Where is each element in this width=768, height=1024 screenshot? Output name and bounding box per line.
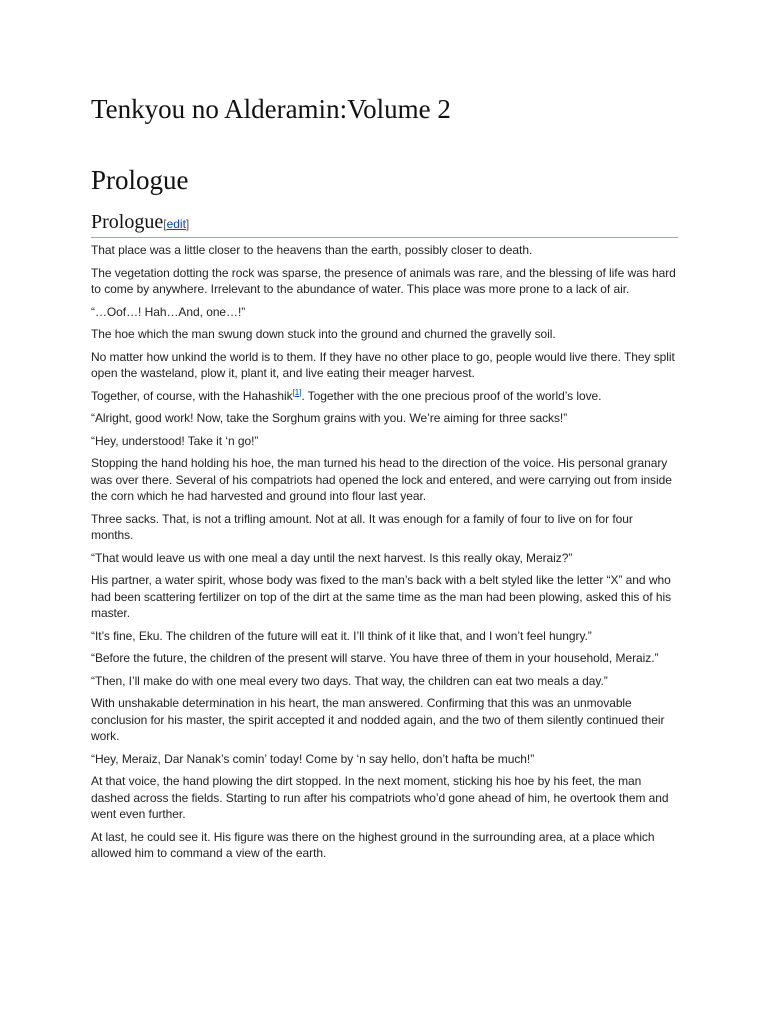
section-heading	[91, 210, 678, 238]
paragraph: “That would leave us with one meal a day until the next harvest. Is this really okay, Meraiz?”	[91, 550, 573, 565]
paragraph-with-footnote	[91, 388, 678, 405]
paragraph-text: . Together with the one precious proof of the world’s love.	[301, 388, 602, 403]
paragraph: No matter how unkind the world is to them. If they have no other place to go, people would live there. They split open the wasteland, plow it, plant it, and live eating their meager harvest.	[91, 349, 675, 380]
paragraph-text: Together, of course, with the Hahashik	[91, 388, 293, 403]
edit-section-wrapper	[163, 217, 189, 231]
paragraph: His partner, a water spirit, whose body was fixed to the man’s back with a belt styled like the letter “X” and who had been scattering fertilizer on top of the dirt at the same time as the man had been plowing, asked this of his master.	[91, 573, 672, 620]
edit-section-link[interactable]: edit	[166, 217, 186, 231]
paragraph: “Hey, Meraiz, Dar Nanak’s comin’ today! Come by ‘n say hello, don’t hafta be much!”	[91, 751, 535, 766]
paragraph: Stopping the hand holding his hoe, the man turned his head to the direction of the voice. His personal granary was over there. Several of his compatriots had opened the lock and entered, and were carrying out from inside the corn which he had harvested and ground into flour last year.	[91, 456, 672, 503]
paragraph: “Alright, good work! Now, take the Sorghum grains with you. We’re aiming for three sacks!”	[91, 411, 568, 425]
paragraph: That place was a little closer to the heavens than the earth, possibly closer to death.	[91, 243, 533, 257]
footnote-reference-link[interactable]: [1]	[292, 387, 302, 397]
paragraph: At that voice, the hand plowing the dirt stopped. In the next moment, sticking his hoe by his feet, the man dashed across the fields. Starting to run after his compatriots who’d gone ahead of him, he overtook them and went even further.	[91, 774, 669, 821]
document-title: Tenkyou no Alderamin:Volume 2	[91, 94, 451, 124]
paragraph: The hoe which the man swung down stuck into the ground and churned the gravelly soil.	[91, 327, 556, 341]
paragraph: Three sacks. That, is not a trifling amount. Not at all. It was enough for a family of four to live on for four months.	[91, 511, 633, 542]
paragraph: “Hey, understood! Take it ‘n go!”	[91, 433, 259, 448]
paragraph: “It’s fine, Eku. The children of the future will eat it. I’ll think of it like that, and I won’t feel hungry.”	[91, 628, 592, 643]
paragraph: At last, he could see it. His figure was there on the highest ground in the surrounding area, at a place which allowed him to command a view of the earth.	[91, 829, 655, 860]
edit-bracket-open: [	[163, 217, 167, 231]
paragraph: “…Oof…! Hah…And, one…!”	[91, 304, 246, 319]
article-body	[91, 242, 678, 868]
section-heading-label: Prologue	[91, 211, 164, 233]
edit-bracket-close: ]	[185, 217, 190, 231]
chapter-title: Prologue	[91, 165, 189, 195]
paragraph: The vegetation dotting the rock was sparse, the presence of animals was rare, and the blessing of life was hard to come by anywhere. Irrelevant to the abundance of water. This place was more prone to a lack of air.	[91, 265, 676, 296]
paragraph: “Before the future, the children of the present will starve. You have three of them in your household, Meraiz.”	[91, 651, 659, 665]
paragraph: “Then, I’ll make do with one meal every two days. That way, the children can eat two meals a day.”	[91, 673, 608, 688]
paragraph: With unshakable determination in his heart, the man answered. Confirming that this was an unmovable conclusion for his master, the spirit accepted it and nodded again, and the two of them silently continued their work.	[91, 696, 665, 743]
